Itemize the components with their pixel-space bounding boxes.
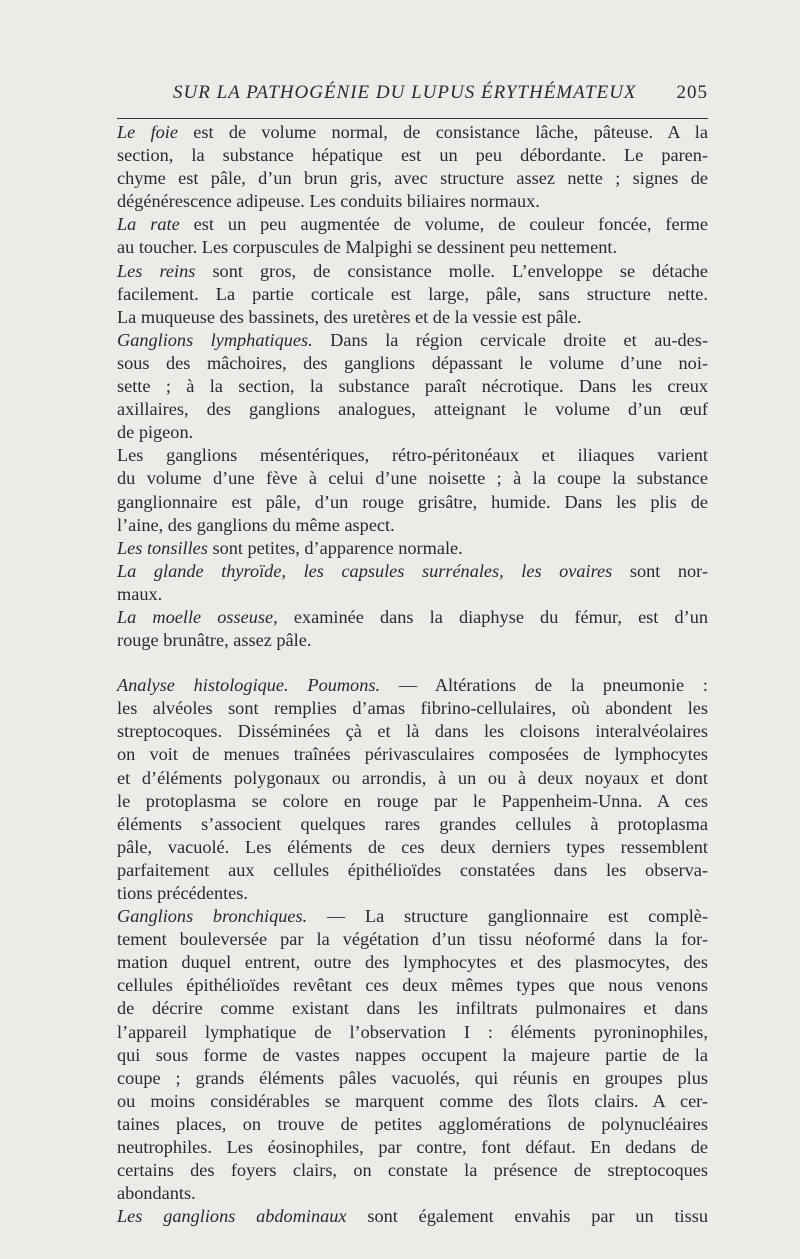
text-run: Les ganglions mésentériques, rétro-péritonéaux et iliaques varient	[117, 445, 708, 466]
text-line	[117, 1021, 708, 1044]
text-run: est un peu augmentée de volume, de couleur foncée, ferme	[179, 214, 708, 235]
italic-run: Les reins	[117, 260, 196, 281]
paragraph	[117, 1205, 708, 1228]
text-run: au toucher. Les corpuscules de Malpighi se dessinent peu nettement.	[117, 237, 618, 258]
text-run: et d’éléments polygonaux ou arrondis, à un ou à deux noyaux et dont	[117, 767, 708, 788]
paragraph	[117, 121, 708, 213]
text-line	[117, 720, 708, 743]
text-run: Dans la région cervicale droite et au-des-	[312, 329, 708, 350]
text-run: facilement. La partie corticale est large, pâle, sans structure nette.	[117, 283, 708, 304]
text-run: dégénérescence adipeuse. Les conduits biliaires normaux.	[117, 191, 540, 212]
text-run: — Altérations de la pneumonie :	[380, 675, 708, 696]
text-run: certains des foyers clairs, on constate la présence de streptocoques	[117, 1160, 708, 1181]
text-run: coupe ; grands éléments pâles vacuolés, qui réunis en groupes plus	[117, 1067, 708, 1088]
paragraph	[117, 213, 708, 259]
text-run: La muqueuse des bassinets, des uretères et de la vessie est pâle.	[117, 306, 582, 327]
text-line	[117, 167, 708, 190]
text-run: qui sous forme de vastes nappes occupent la majeure partie de la	[117, 1044, 708, 1065]
text-line	[117, 1205, 708, 1228]
text-run: sont également envahis par un tissu	[346, 1206, 708, 1227]
text-run: — La structure ganglionnaire est complè-	[307, 906, 708, 927]
text-line	[117, 560, 708, 583]
body-text	[117, 121, 708, 1228]
text-line	[117, 421, 708, 444]
text-run: neutrophiles. Les éosinophiles, par contre, font défaut. En dedans de	[117, 1137, 708, 1158]
text-run: parfaitement aux cellules épithélioïdes constatées dans les observa-	[117, 859, 708, 880]
text-line	[117, 743, 708, 766]
text-line	[117, 905, 708, 928]
section-gap	[117, 652, 708, 674]
text-run: tions précédentes.	[117, 883, 248, 903]
text-run: taines places, on trouve de petites agglomérations de polynucléaires	[117, 1113, 708, 1134]
text-line	[117, 283, 708, 306]
text-run: ou moins considérables se marquent comme des îlots clairs. A cer-	[117, 1090, 708, 1111]
running-header	[117, 82, 708, 108]
text-run: les alvéoles sont remplies d’amas fibrino-cellulaires, où abondent les	[117, 698, 708, 719]
text-line	[117, 697, 708, 720]
italic-run: Ganglions bronchiques.	[117, 906, 308, 927]
text-line	[117, 813, 708, 836]
text-line	[117, 1090, 708, 1113]
header-rule	[117, 118, 708, 119]
italic-run: Les ganglions abdominaux	[117, 1206, 347, 1227]
text-line	[117, 928, 708, 951]
text-run: sont petites, d’apparence normale.	[207, 537, 463, 558]
italic-run: La moelle osseuse,	[117, 606, 278, 627]
text-line	[117, 997, 708, 1020]
text-run: de décrire comme existant dans les infiltrats pulmonaires et dans	[117, 998, 708, 1019]
text-line	[117, 375, 708, 398]
text-line	[117, 882, 708, 905]
paragraph	[117, 329, 708, 444]
text-line	[117, 1067, 708, 1090]
text-line	[117, 121, 708, 144]
text-line	[117, 352, 708, 375]
text-run: l’appareil lymphatique de l’observation I : éléments pyroninophiles,	[117, 1021, 708, 1042]
text-line	[117, 629, 708, 652]
text-line	[117, 213, 708, 236]
paragraph	[117, 537, 708, 560]
paragraph	[117, 905, 708, 1205]
italic-run: Les tonsilles	[117, 537, 208, 558]
text-line	[117, 444, 708, 467]
text-run: sous des mâchoires, des ganglions dépassant le volume d’une noi-	[117, 352, 708, 373]
paragraph	[117, 560, 708, 606]
text-run: sette ; à la section, la substance paraît nécrotique. Dans les creux	[117, 376, 708, 397]
text-line	[117, 790, 708, 813]
text-line	[117, 306, 708, 329]
text-run: de pigeon.	[117, 422, 194, 443]
text-line	[117, 398, 708, 421]
text-run: le protoplasma se colore en rouge par le Pappenheim-Unna. A ces	[117, 790, 708, 811]
italic-run: Ganglions lymphatiques.	[117, 329, 313, 350]
text-line	[117, 974, 708, 997]
text-run: axillaires, des ganglions analogues, atteignant le volume d’un œuf	[117, 399, 708, 420]
text-run: sont gros, de consistance molle. L’enveloppe se détache	[195, 260, 708, 281]
paragraph	[117, 606, 708, 652]
paragraph	[117, 444, 708, 536]
text-run: chyme est pâle, d’un brun gris, avec structure assez nette ; signes de	[117, 168, 708, 189]
italic-run: La rate	[117, 214, 180, 235]
italic-run: Le foie	[117, 122, 178, 142]
italic-run: La glande thyroïde, les capsules surrénales, les ovaires	[117, 560, 613, 581]
text-run: streptocoques. Disséminées çà et là dans les cloisons interalvéolaires	[117, 721, 708, 742]
text-run: cellules épithélioïdes revêtant ces deux mêmes types que nous venons	[117, 975, 708, 996]
text-run: maux.	[117, 583, 163, 604]
text-line	[117, 514, 708, 537]
text-line	[117, 1136, 708, 1159]
text-line	[117, 144, 708, 167]
text-run: abondants.	[117, 1183, 196, 1204]
text-line	[117, 1044, 708, 1067]
text-run: l’aine, des ganglions du même aspect.	[117, 514, 395, 535]
text-line	[117, 467, 708, 490]
text-run: rouge brunâtre, assez pâle.	[117, 630, 312, 651]
paragraph	[117, 260, 708, 329]
running-title: SUR LA PATHOGÉNIE DU LUPUS ÉRYTHÉMATEUX	[173, 82, 637, 103]
text-run: est de volume normal, de consistance lâche, pâteuse. A la	[177, 122, 708, 142]
text-line	[117, 537, 708, 560]
text-line	[117, 767, 708, 790]
text-line	[117, 951, 708, 974]
text-run: tement bouleversée par la végétation d’un tissu néoformé dans la for-	[117, 929, 708, 950]
text-run: sont nor-	[612, 560, 708, 581]
text-run: pâle, vacuolé. Les éléments de ces deux derniers types ressemblent	[117, 836, 708, 857]
text-run: ganglionnaire est pâle, d’un rouge grisâtre, humide. Dans les plis de	[117, 491, 708, 512]
text-run: section, la substance hépatique est un peu débordante. Le paren-	[117, 145, 708, 166]
italic-run: Analyse histologique. Poumons.	[117, 675, 381, 696]
text-line	[117, 260, 708, 283]
text-run: on voit de menues traînées périvasculaires composées de lymphocytes	[117, 744, 708, 765]
text-run: du volume d’une fève à celui d’une noisette ; à la coupe la substance	[117, 468, 708, 489]
text-line	[117, 236, 708, 259]
text-line	[117, 190, 708, 213]
text-run: examinée dans la diaphyse du fémur, est d’un	[277, 606, 709, 627]
text-line	[117, 1159, 708, 1182]
text-line	[117, 859, 708, 882]
paragraph	[117, 674, 708, 905]
text-line	[117, 583, 708, 606]
text-line	[117, 329, 708, 352]
text-line	[117, 674, 708, 697]
text-line	[117, 1182, 708, 1205]
text-run: éléments s’associent quelques rares grandes cellules à protoplasma	[117, 813, 708, 834]
text-line	[117, 1113, 708, 1136]
text-line	[117, 606, 708, 629]
page-number: 205	[676, 82, 708, 103]
text-run: mation duquel entrent, outre des lymphocytes et des plasmocytes, des	[117, 952, 708, 973]
text-line	[117, 491, 708, 514]
text-line	[117, 836, 708, 859]
